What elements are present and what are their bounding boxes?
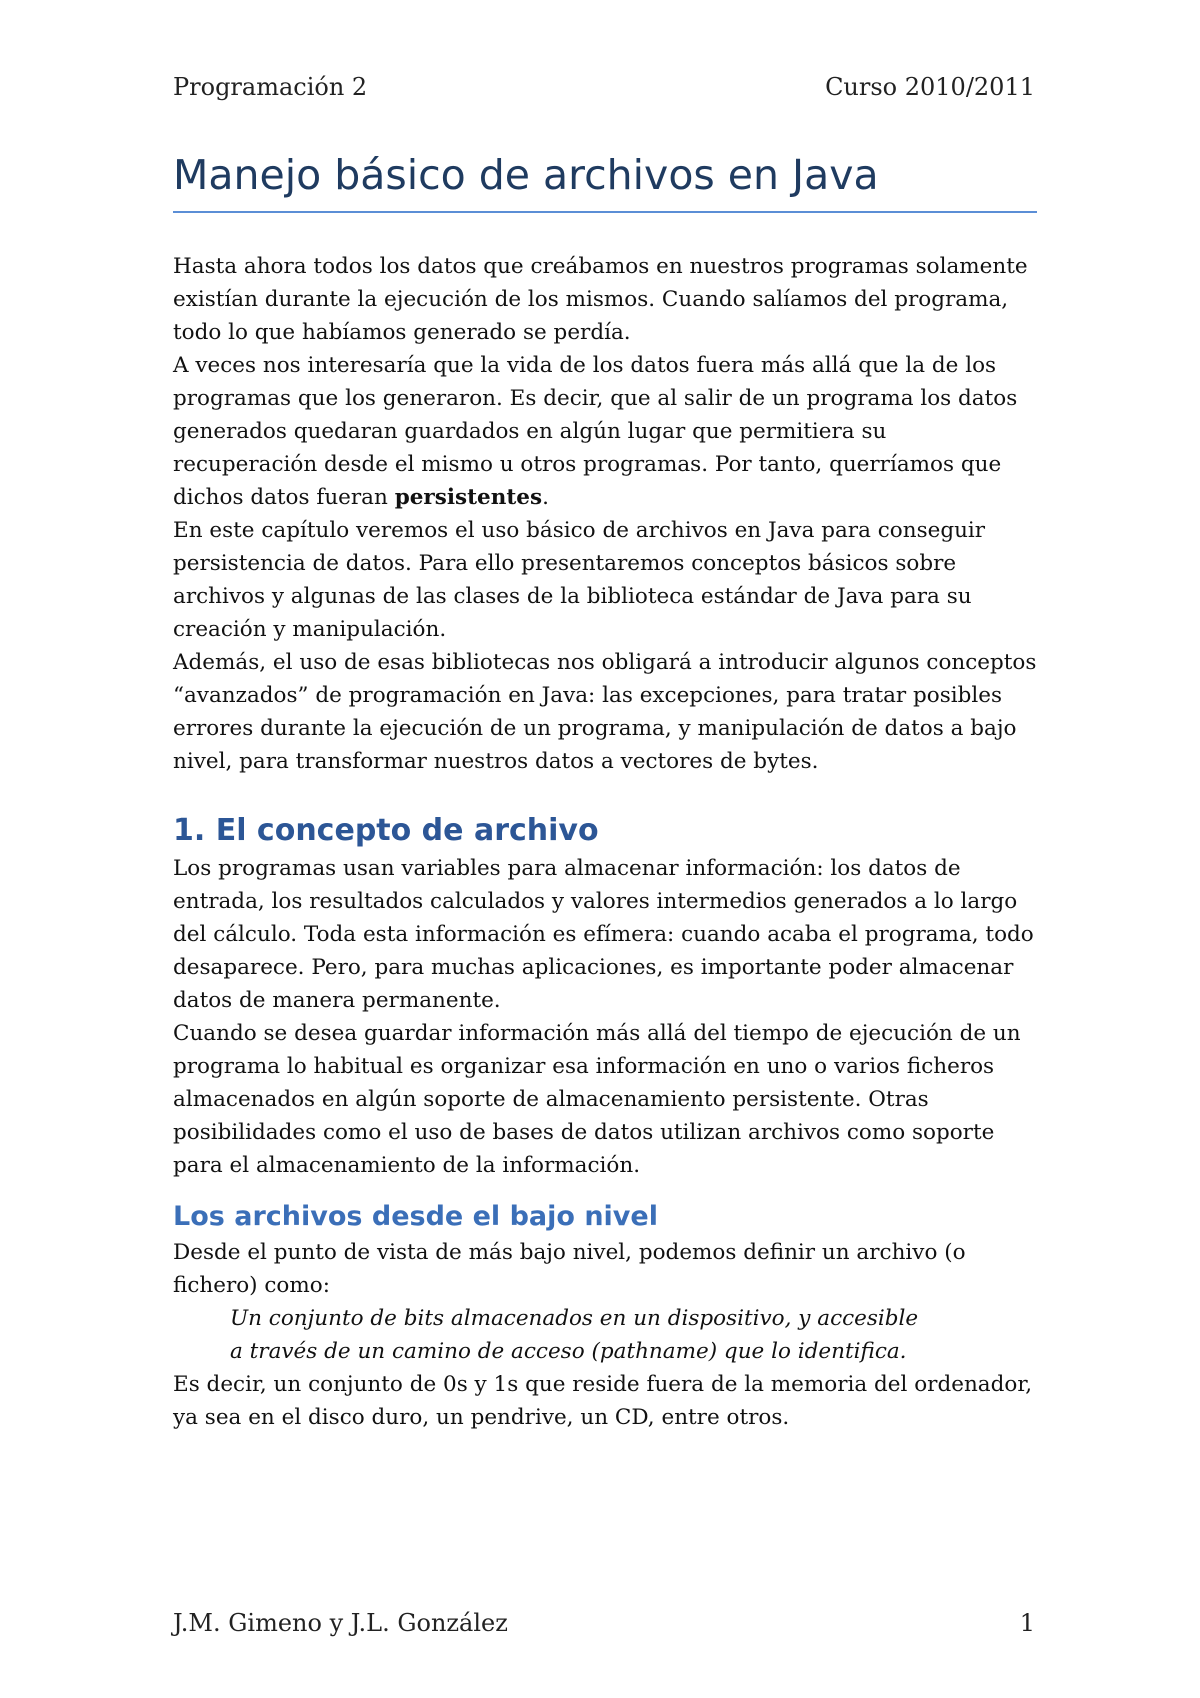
document-body — [173, 250, 1037, 1434]
definition-quote-line-2: a través de un camino de acceso (pathname) que lo identifica. — [230, 1339, 907, 1364]
header-course-year: Curso 2010/2011 — [825, 73, 1035, 101]
header-course-name: Programación 2 — [173, 73, 368, 101]
page-footer — [173, 1606, 1035, 1640]
intro-paragraph-2 — [173, 349, 1037, 514]
section-1-heading: 1. El concepto de archivo — [173, 813, 599, 848]
section-1-paragraph-2: Cuando se desea guardar información más allá del tiempo de ejecución de un programa lo habitual es organizar esa información en uno o varios ficheros almacenados en algún soporte de almacenamiento persistente. Otras posibilidades como el uso de bases de datos utilizan archivos como soporte para el almacenamiento de la información. — [173, 1021, 1021, 1178]
subsection-heading: Los archivos desde el bajo nivel — [173, 1201, 658, 1232]
intro-paragraph-1: Hasta ahora todos los datos que creábamos en nuestros programas solamente existían durante la ejecución de los mismos. Cuando salíamos del programa, todo lo que habíamos generado se perdía. — [173, 254, 1028, 345]
subsection-paragraph-1: Desde el punto de vista de más bajo nivel, podemos definir un archivo (o fichero) como: — [173, 1240, 966, 1298]
footer-authors: J.M. Gimeno y J.L. González — [173, 1609, 508, 1637]
footer-page-number: 1 — [1019, 1609, 1035, 1637]
definition-quote-line-1: Un conjunto de bits almacenados en un dispositivo, y accesible — [230, 1306, 919, 1331]
intro-paragraph-2-text: A veces nos interesaría que la vida de los datos fuera más allá que la de los programas que los generaron. Es decir, que al salir de un programa los datos generados quedaran guardados en algún lugar que permitiera su recuperación desde el mismo u otros programas. Por tanto, querríamos que dichos datos fueran — [173, 353, 1018, 510]
subsection-paragraph-2: Es decir, un conjunto de 0s y 1s que reside fuera de la memoria del ordenador, ya sea en el disco duro, un pendrive, un CD, entre otros. — [173, 1372, 1033, 1430]
title-underline-rule — [173, 211, 1037, 213]
persistentes-term: persistentes — [394, 485, 543, 510]
document-title: Manejo básico de archivos en Java — [173, 151, 879, 199]
title-block — [173, 145, 1037, 213]
intro-paragraph-3: En este capítulo veremos el uso básico de archivos en Java para conseguir persistencia de datos. Para ello presentaremos conceptos básicos sobre archivos y algunas de las clases de la biblioteca estándar de Java para su creación y manipulación. — [173, 518, 986, 642]
page-header — [173, 70, 1035, 104]
intro-paragraph-4: Además, el uso de esas bibliotecas nos obligará a introducir algunos conceptos “avanzados” de programación en Java: las excepciones, para tratar posibles errores durante la ejecución de un programa, y manipulación de datos a bajo nivel, para transformar nuestros datos a vectores de bytes. — [173, 650, 1037, 774]
intro-paragraph-2-end: . — [542, 485, 549, 510]
section-1-paragraph-1: Los programas usan variables para almacenar información: los datos de entrada, los resultados calculados y valores intermedios generados a lo largo del cálculo. Toda esta información es efímera: cuando acaba el programa, todo desaparece. Pero, para muchas aplicaciones, es importante poder almacenar datos de manera permanente. — [173, 856, 1034, 1013]
